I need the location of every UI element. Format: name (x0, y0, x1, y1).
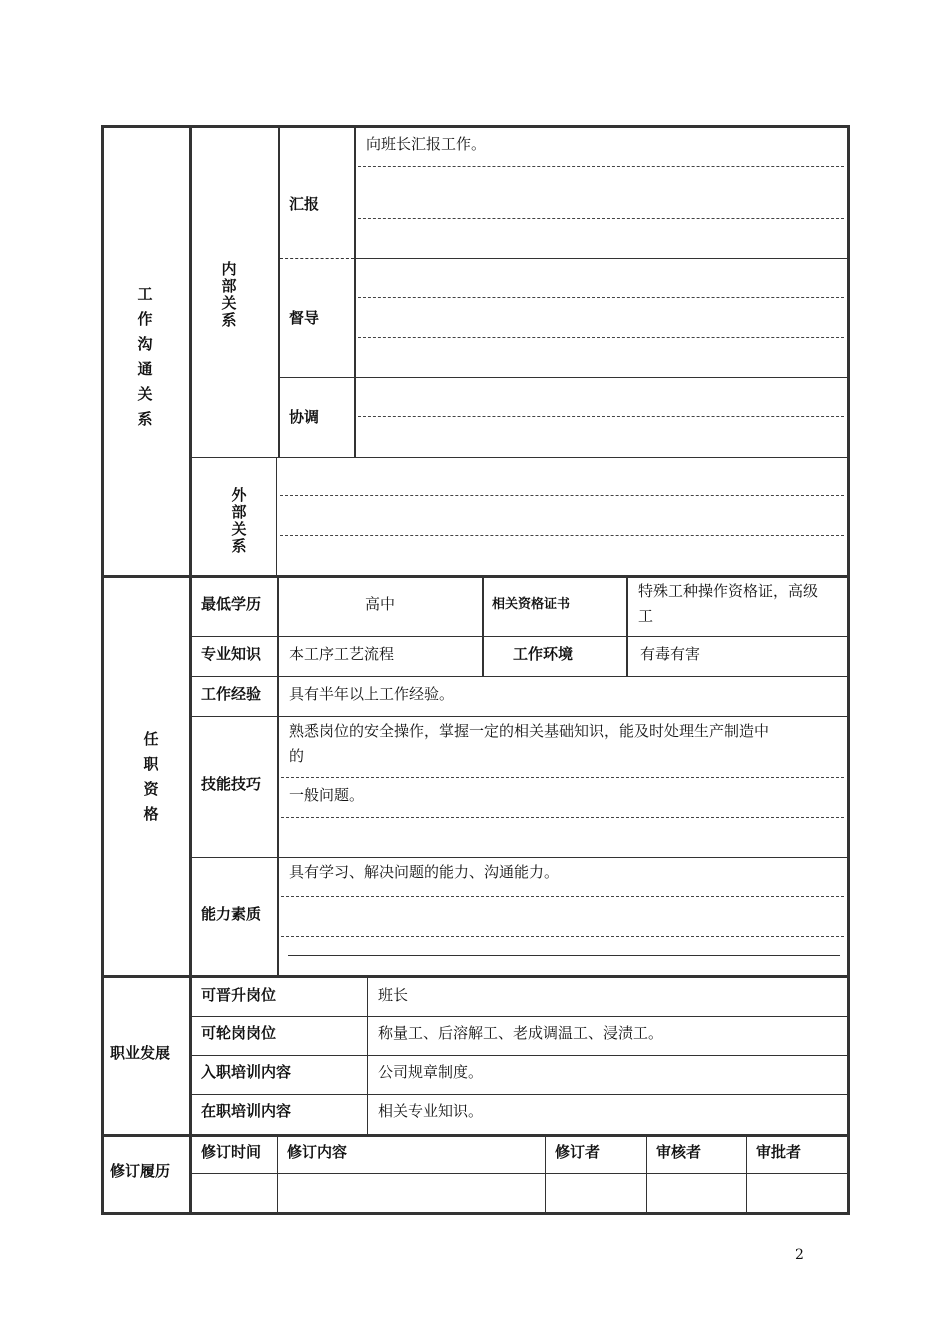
rotation-label: 可轮岗岗位 (201, 1024, 277, 1042)
skill-line1: 熟悉岗位的安全操作，掌握一定的相关基础知识，能及时处理生产制造中 (289, 722, 770, 740)
promotion-label: 可晋升岗位 (201, 986, 277, 1004)
dashed-line (358, 218, 844, 219)
knowledge-label: 专业知识 (201, 645, 262, 663)
dashed-line (358, 297, 844, 298)
column-border (646, 1137, 647, 1212)
cert-value-line2: 工 (638, 607, 654, 625)
column-border (367, 978, 368, 1134)
revision-header-approver: 审批者 (756, 1143, 802, 1161)
external-relations-label: 外 部 关 系 (231, 486, 247, 555)
row-border (356, 258, 847, 259)
dashed-line (358, 337, 844, 338)
cert-label: 相关资格证书 (492, 597, 571, 612)
coordinate-label: 协调 (289, 408, 320, 426)
dashed-line (281, 896, 844, 897)
dashed-line (280, 535, 844, 536)
cert-value-line1: 特殊工种操作资格证，高级 (638, 582, 819, 600)
supervise-label: 督导 (289, 309, 320, 327)
education-label: 最低学历 (201, 595, 262, 613)
revision-header-time: 修订时间 (201, 1143, 262, 1161)
row-border (192, 636, 847, 637)
column-border (189, 125, 192, 1215)
row-border (192, 857, 847, 858)
induction-value: 公司规章制度。 (378, 1063, 484, 1081)
environment-value: 有毒有害 (640, 645, 701, 663)
section-title-revision: 修订履历 (110, 1162, 171, 1180)
dashed-line (281, 936, 844, 937)
education-value: 高中 (365, 595, 396, 613)
section-border (101, 575, 850, 578)
column-border (626, 578, 628, 676)
internal-relations-label: 内 部 关 系 (221, 260, 237, 329)
skill-line3: 一般问题。 (289, 786, 365, 804)
environment-label: 工作环境 (513, 645, 574, 663)
page-number: 2 (795, 1247, 804, 1263)
section-title-communication: 工 作 沟 通 关 系 (137, 285, 153, 428)
section-title-career: 职业发展 (110, 1044, 171, 1062)
skill-line2: 的 (289, 747, 305, 765)
row-border (192, 1055, 847, 1056)
dashed-line (281, 777, 844, 778)
dashed-line (358, 166, 844, 167)
revision-header-reviser: 修订者 (555, 1143, 601, 1161)
column-border (277, 578, 279, 975)
column-border (545, 1137, 546, 1212)
onjob-value: 相关专业知识。 (378, 1102, 484, 1120)
row-border (192, 1094, 847, 1095)
row-border (280, 377, 847, 378)
row-border (192, 716, 847, 717)
row-border (192, 1173, 847, 1174)
rotation-value: 称量工、后溶解工、老成调温工、浸渍工。 (378, 1024, 664, 1042)
promotion-value: 班长 (378, 986, 409, 1004)
row-border (192, 676, 847, 677)
column-border (276, 458, 277, 575)
dashed-line (280, 495, 844, 496)
row-border (192, 457, 847, 458)
revision-header-reviewer: 审核者 (656, 1143, 702, 1161)
section-border (101, 1134, 850, 1137)
row-border-dashed (280, 258, 354, 259)
column-border (482, 578, 484, 676)
section-border (101, 975, 850, 978)
ability-label: 能力素质 (201, 905, 262, 923)
induction-label: 入职培训内容 (201, 1063, 292, 1081)
column-border (746, 1137, 747, 1212)
onjob-label: 在职培训内容 (201, 1102, 292, 1120)
experience-value: 具有半年以上工作经验。 (289, 685, 455, 703)
experience-label: 工作经验 (201, 685, 262, 703)
ability-value: 具有学习、解决问题的能力、沟通能力。 (289, 863, 560, 881)
column-border (278, 128, 280, 458)
column-border (277, 1137, 278, 1212)
dashed-line (358, 416, 844, 417)
job-description-table (101, 125, 850, 1215)
knowledge-value: 本工序工艺流程 (289, 645, 395, 663)
column-border (354, 128, 356, 458)
row-border (192, 1016, 847, 1017)
revision-header-content: 修订内容 (287, 1143, 348, 1161)
dashed-line (281, 817, 844, 818)
solid-line (288, 955, 840, 956)
report-text: 向班长汇报工作。 (366, 135, 487, 153)
skill-label: 技能技巧 (201, 775, 262, 793)
section-title-qualification: 任 职 资 格 (143, 730, 159, 823)
report-label: 汇报 (289, 195, 320, 213)
